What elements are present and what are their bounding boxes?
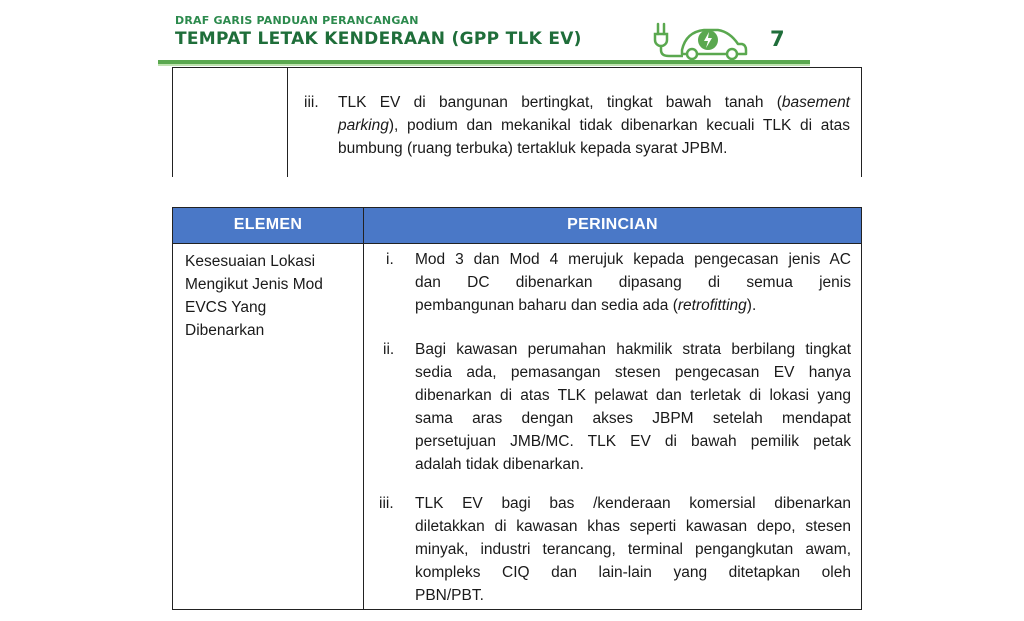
header-subtitle: DRAF GARIS PANDUAN PERANCANGAN [175, 14, 419, 27]
item-line: Mod 3 dan Mod 4 merujuk kepada pengecasan jenis AC [415, 251, 851, 268]
page-number: 7 [770, 27, 785, 51]
continuation-table [172, 67, 862, 177]
item-line: pembangunan baharu dan sedia ada (retrofitting). [415, 297, 757, 314]
column-divider [363, 208, 364, 609]
item-line: parking), podium dan mekanikal tidak dibenarkan kecuali TLK di atas [338, 117, 850, 134]
item-number: iii. [304, 94, 319, 111]
item-line: Bagi kawasan perumahan hakmilik strata berbilang tingkat [415, 341, 851, 358]
table-header-row [173, 208, 861, 244]
item-line: diletakkan di kawasan khas seperti kawasan depo, stesen [415, 518, 851, 535]
elemen-perincian-table [172, 207, 862, 610]
element-line: Mengikut Jenis Mod [185, 276, 323, 293]
element-line: Dibenarkan [185, 322, 265, 339]
header-rule-shadow [158, 64, 810, 66]
item-number: ii. [383, 341, 395, 358]
item-line: persetujuan JMB/MC. TLK EV di bawah pemilik petak [415, 433, 851, 450]
item-line: PBN/PBT. [415, 587, 484, 604]
column-header-perincian: PERINCIAN [567, 216, 658, 233]
ev-car-charging-icon [652, 16, 748, 60]
element-line: Kesesuaian Lokasi [185, 253, 316, 270]
item-line: adalah tidak dibenarkan. [415, 456, 584, 473]
item-number: iii. [379, 495, 394, 512]
item-line: dibenarkan di atas TLK pelawat dan terletak di lokasi yang [415, 387, 851, 404]
header-title: TEMPAT LETAK KENDERAAN (GPP TLK EV) [175, 29, 582, 49]
item-line: minyak, industri terancang, terminal pengangkutan awam, [415, 541, 851, 558]
item-line: kompleks CIQ dan lain-lain yang ditetapkan oleh [415, 564, 851, 581]
item-line: bumbung (ruang terbuka) tertakluk kepada syarat JPBM. [338, 140, 728, 157]
column-header-elemen: ELEMEN [233, 216, 303, 233]
element-cell [185, 250, 353, 342]
element-line: EVCS Yang [185, 299, 267, 316]
item-number: i. [386, 251, 394, 268]
column-divider [287, 68, 288, 177]
item-line: dan DC dibenarkan dipasang di semua jenis [415, 274, 851, 291]
item-line: sama aras dengan akses JBPM setelah mendapat [415, 410, 851, 427]
item-line: TLK EV bagi bas /kenderaan komersial dibenarkan [415, 495, 851, 512]
item-line: TLK EV di bangunan bertingkat, tingkat bawah tanah (basement [338, 94, 850, 111]
item-line: sedia ada, pemasangan stesen pengecasan EV hanya [415, 364, 851, 381]
